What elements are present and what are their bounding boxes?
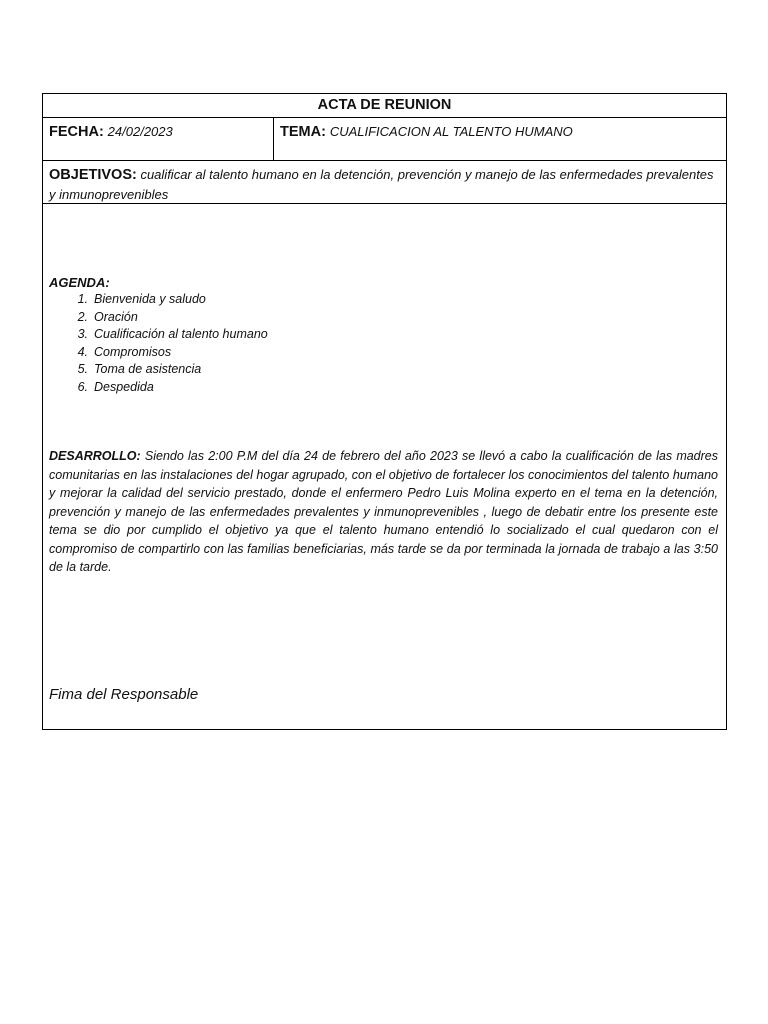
- agenda-item: [49, 291, 268, 309]
- agenda-item-number: 2.: [77, 309, 88, 324]
- objectives-label: OBJETIVOS:: [49, 167, 137, 183]
- agenda-item: [49, 309, 268, 327]
- date-value: 24/02/2023: [107, 124, 173, 139]
- date-label: FECHA:: [49, 124, 104, 140]
- agenda-item-text: Oración: [94, 309, 138, 324]
- agenda-item-number: 3.: [77, 327, 88, 342]
- agenda-item: [49, 344, 268, 362]
- agenda-item: [49, 326, 268, 344]
- meta-row: [43, 118, 726, 161]
- meeting-minutes-table: [42, 93, 727, 730]
- agenda-item-text: Compromisos: [94, 344, 172, 359]
- agenda-list: [49, 291, 268, 397]
- agenda-section: [49, 274, 268, 397]
- signature-label: Fima del Responsable: [49, 686, 199, 703]
- topic-label: TEMA:: [280, 124, 326, 140]
- agenda-item-text: Despedida: [94, 379, 154, 394]
- agenda-item-number: 4.: [77, 344, 88, 359]
- development-label: DESARROLLO:: [49, 449, 141, 463]
- development-text: Siendo las 2:00 P.M del día 24 de febrero del año 2023 se llevó a cabo la cualificación de las madres comunitarias en las instalaciones del hogar agrupado, con el objetivo de fortalecer los conocimientos del talento humano y mejorar la calidad del servicio prestado, donde el enfermero Pedro Luis Molina experto en el tema en la detención, prevención y manejo de las enfermedades prevalentes y inmunoprevenibles , luego de debatir entre los presente este tema se dio por cumplido el objetivo ya que el talento humano entendió lo socializado el cual quedaron con el compromiso de compartirlo con las familias beneficiarias, más tarde se da por terminada la jornada de trabajo a las 3:50 de la tarde.: [49, 449, 718, 574]
- topic-cell: [274, 118, 726, 160]
- development-paragraph: [49, 447, 718, 577]
- objectives-row: [43, 161, 726, 204]
- agenda-item-number: 1.: [77, 292, 88, 306]
- minutes-body: [43, 204, 726, 729]
- agenda-item-text: Toma de asistencia: [94, 362, 202, 377]
- agenda-item-number: 5.: [77, 362, 88, 377]
- agenda-item: [49, 379, 268, 397]
- objectives-value: cualificar al talento humano en la detención, prevención y manejo de las enfermedades prevalentes y inmunoprevenibles: [49, 167, 714, 202]
- date-cell: [43, 118, 274, 160]
- agenda-label: AGENDA:: [49, 275, 110, 290]
- agenda-item-number: 6.: [77, 379, 88, 394]
- agenda-item-text: Bienvenida y saludo: [94, 292, 206, 306]
- agenda-item: [49, 361, 268, 379]
- agenda-item-text: Cualificación al talento humano: [94, 327, 268, 342]
- document-title: ACTA DE REUNION: [43, 94, 726, 118]
- topic-value: CUALIFICACION AL TALENTO HUMANO: [329, 124, 573, 139]
